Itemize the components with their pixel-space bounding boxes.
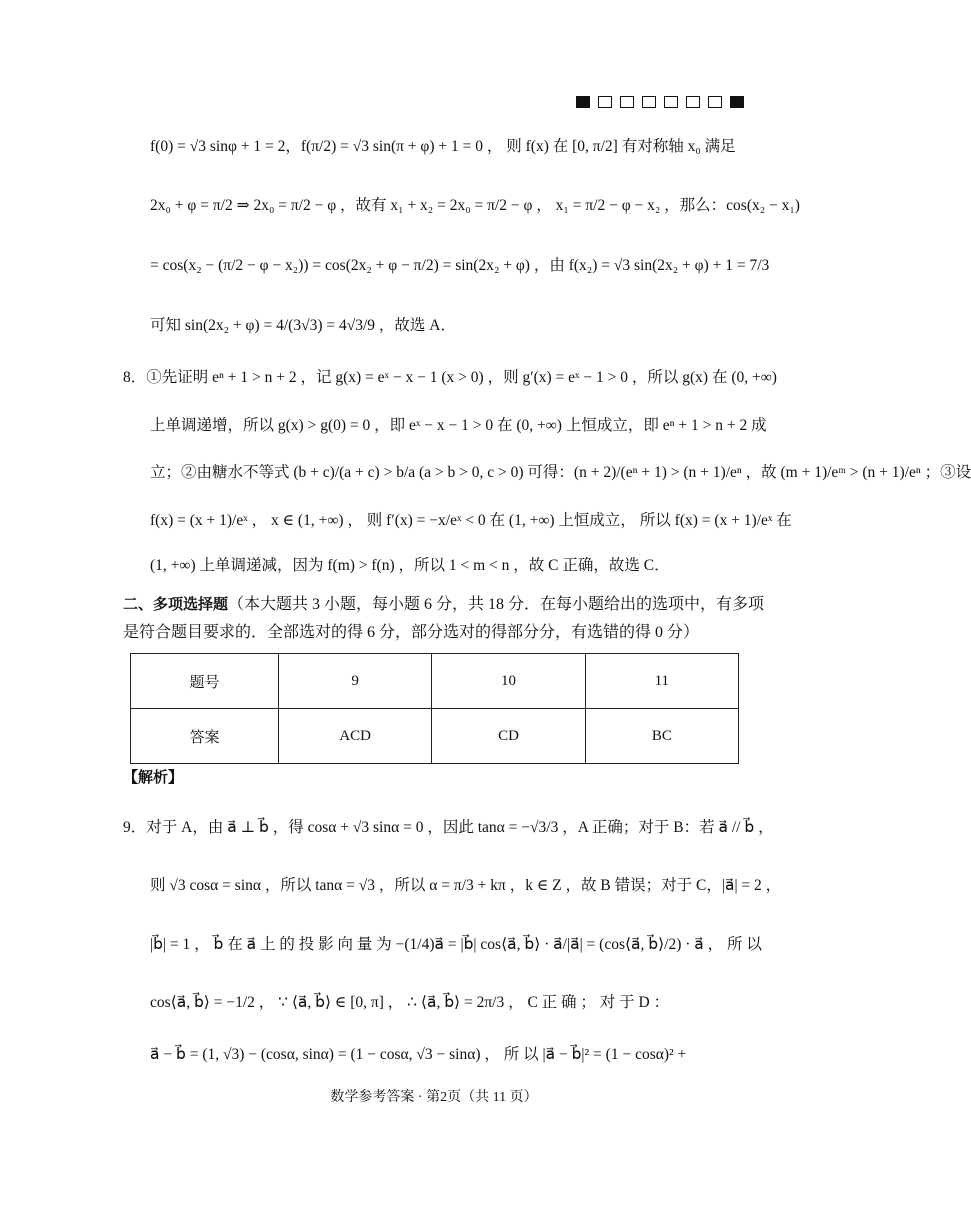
problem-8-line: (1, +∞) 上单调递减，因为 f(m) > f(n) ，所以 1 < m < n ，故 C 正确，故选 C． xyxy=(150,557,670,574)
problem-8-line: 上单调递增，所以 g(x) > g(0) = 0 ，即 eˣ − x − 1 > 0 在 (0, +∞) 上恒成立，即 eⁿ + 1 > n + 2 成 xyxy=(150,417,767,434)
solution-line: 可知 sin(2x₂ + φ) = 4/(3√3) = 4√3/9 ，故选 A． xyxy=(150,317,457,334)
problem-9-line: 则 √3 cosα = sinα ，所以 tanα = √3 ，所以 α = π/3 + kπ ，k ∈ Z ，故 B 错误；对于 C，|a⃗| = 2 ， xyxy=(150,877,782,894)
table-cell: CD xyxy=(432,709,585,764)
answer-table xyxy=(130,653,739,764)
header-square-marks xyxy=(576,96,744,108)
section-heading xyxy=(123,593,764,616)
empty-square-icon xyxy=(620,96,634,108)
table-cell: 答案 xyxy=(131,709,279,764)
filled-square-icon xyxy=(730,96,744,108)
table-cell: BC xyxy=(585,709,738,764)
solution-line: 2x₀ + φ = π/2 ⇒ 2x₀ = π/2 − φ ，故有 x₁ + x₂ = 2x₀ = π/2 − φ ， x₁ = π/2 − φ − x₂ ，那么：cos(x₂ − x₁) xyxy=(150,197,800,214)
filled-square-icon xyxy=(576,96,590,108)
section-title: 二、多项选择题 xyxy=(123,595,229,613)
table-cell: 题号 xyxy=(131,654,279,709)
analysis-label: 【解析】 xyxy=(123,768,184,786)
empty-square-icon xyxy=(642,96,656,108)
problem-8-line: f(x) = (x + 1)/eˣ ， x ∈ (1, +∞) ， 则 f′(x) = −x/eˣ < 0 在 (1, +∞) 上恒成立， 所以 f(x) = (x + 1)/eˣ 在 xyxy=(150,512,792,529)
table-cell: 11 xyxy=(585,654,738,709)
page-footer: 数学参考答案 · 第2页（共 11 页） xyxy=(330,1090,538,1105)
solution-line: f(0) = √3 sinφ + 1 = 2，f(π/2) = √3 sin(π + φ) + 1 = 0 ， 则 f(x) 在 [0, π/2] 有对称轴 x₀ 满足 xyxy=(150,138,736,155)
table-row xyxy=(131,654,739,709)
problem-9-line: cos⟨a⃗, b⃗⟩ = −1/2 ， ∵ ⟨a⃗, b⃗⟩ ∈ [0, π] ， ∴ ⟨a⃗, b⃗⟩ = 2π/3 ， C 正 确 ； 对 于 D ： xyxy=(150,994,670,1011)
section-desc: （本大题共 3 小题，每小题 6 分，共 18 分．在每小题给出的选项中，有多项 xyxy=(228,596,765,613)
problem-8-line: 立；②由糖水不等式 (b + c)/(a + c) > b/a (a > b > 0, c > 0) 可得：(n + 2)/(eⁿ + 1) > (n + 1)/eⁿ ，故 (m + 1)/eᵐ > (n + 1)/eⁿ ；③设 xyxy=(150,464,971,481)
problem-9-line: 9．对于 A，由 a⃗ ⊥ b⃗ ，得 cosα + √3 sinα = 0 ，因此 tanα = −√3/3 ，A 正确；对于 B：若 a⃗ // b⃗ ， xyxy=(123,819,774,836)
problem-8-line: 8．①先证明 eⁿ + 1 > n + 2 ，记 g(x) = eˣ − x − 1 (x > 0) ，则 g′(x) = eˣ − 1 > 0 ，所以 g(x) 在 (0, +∞) xyxy=(123,369,777,386)
empty-square-icon xyxy=(686,96,700,108)
empty-square-icon xyxy=(598,96,612,108)
table-cell: 10 xyxy=(432,654,585,709)
solution-line: = cos(x₂ − (π/2 − φ − x₂)) = cos(2x₂ + φ − π/2) = sin(2x₂ + φ) ，由 f(x₂) = √3 sin(2x₂ + φ) + 1 = 7/3 xyxy=(150,257,770,274)
table-cell: ACD xyxy=(279,709,432,764)
problem-9-line: a⃗ − b⃗ = (1, √3) − (cosα, sinα) = (1 − cosα, √3 − sinα) ， 所 以 |a⃗ − b⃗|² = (1 − cosα)² + xyxy=(150,1046,687,1063)
empty-square-icon xyxy=(664,96,678,108)
section-desc-line: 是符合题目要求的．全部选对的得 6 分，部分选对的得部分分，有选错的得 0 分） xyxy=(123,624,700,641)
empty-square-icon xyxy=(708,96,722,108)
table-row xyxy=(131,709,739,764)
problem-9-line: |b⃗| = 1 ， b⃗ 在 a⃗ 上 的 投 影 向 量 为 −(1/4)a⃗ = |b⃗| cos⟨a⃗, b⃗⟩ · a⃗/|a⃗| = (cos⟨a⃗, b⃗⟩/2) · a⃗ ， 所 以 xyxy=(150,936,762,953)
table-cell: 9 xyxy=(279,654,432,709)
